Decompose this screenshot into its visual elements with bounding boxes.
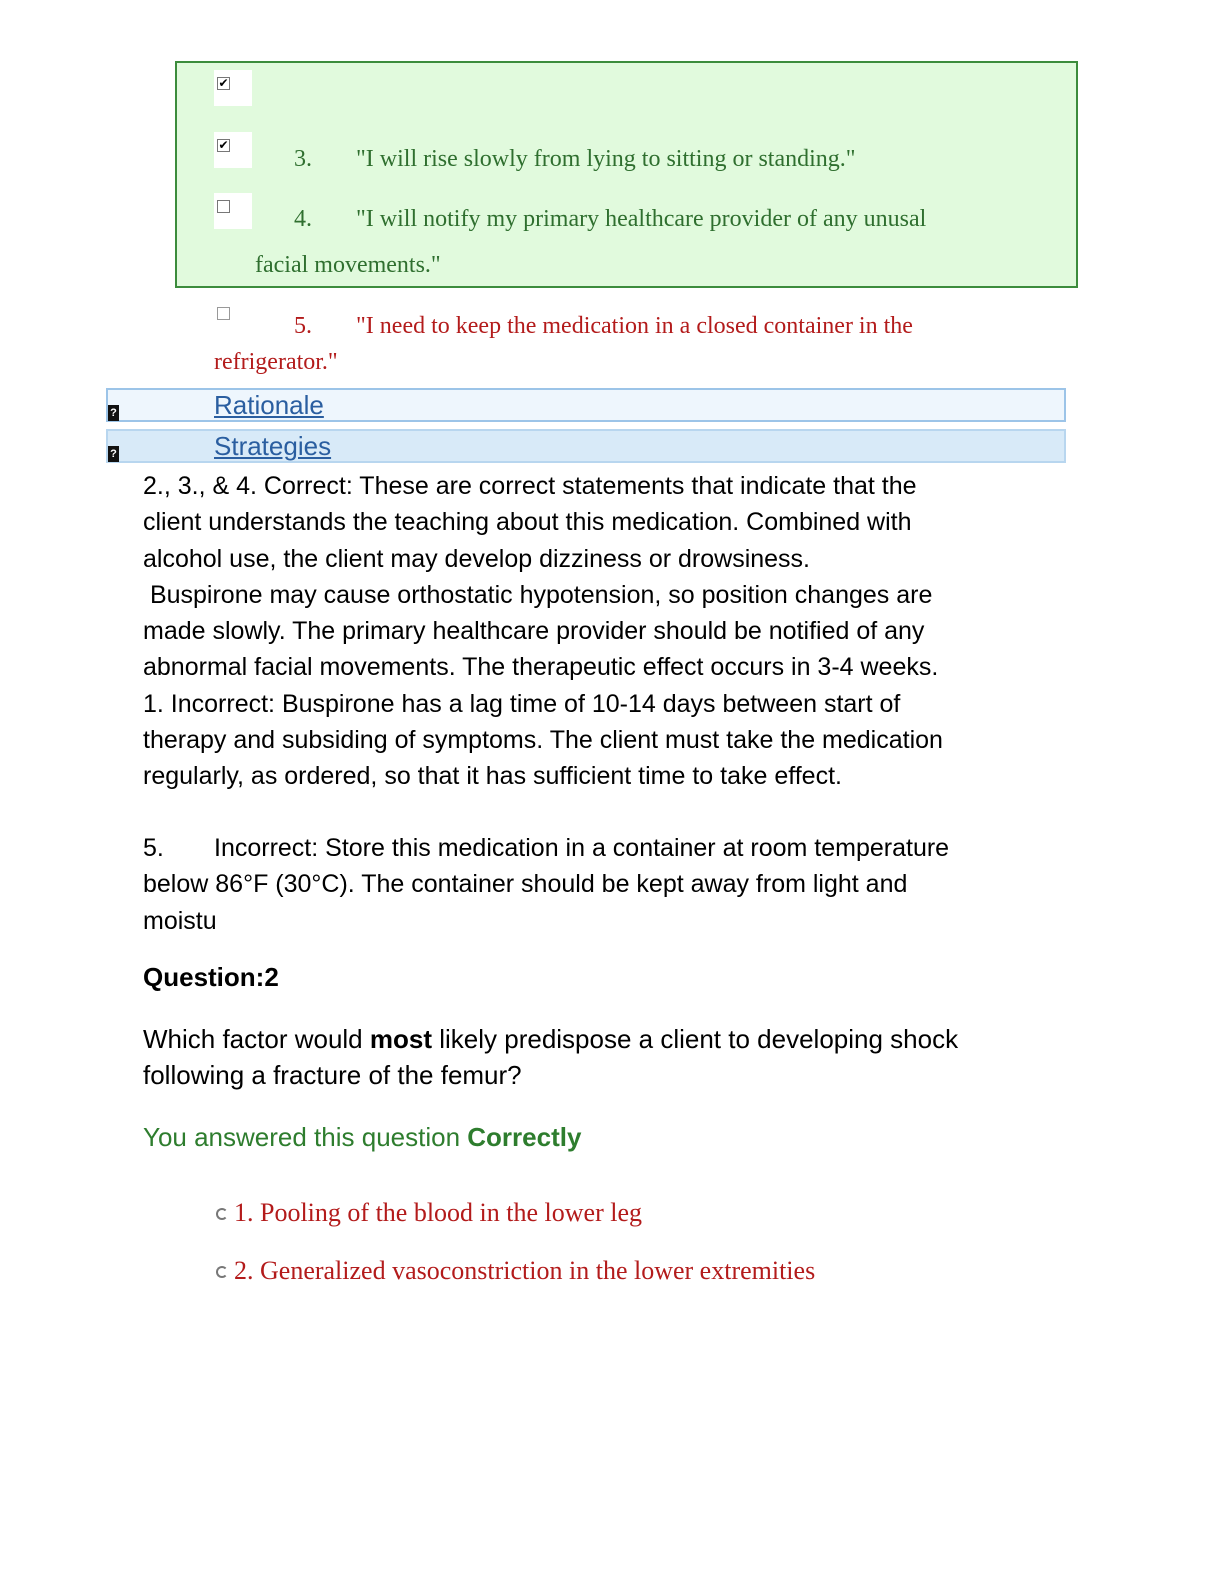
question-title: Question:2 [143,962,279,992]
option-2-checkbox[interactable] [214,70,252,106]
answer-option-2[interactable]: 2. Generalized vasoconstriction in the lower extremities [216,1255,815,1287]
option-3-checkbox[interactable] [214,132,252,168]
rationale-link[interactable]: Rationale [214,390,324,420]
answer-status: You answered this question Correctly [143,1122,582,1152]
option-5-continued: refrigerator." [214,349,338,375]
question-text: Which factor would most likely predispose a client to developing shock following a fracture of the femur? [143,1024,959,1090]
help-icon: ? [108,405,119,421]
help-icon: ? [108,446,119,462]
option-4-checkbox[interactable] [214,193,252,229]
option-5: 5. "I need to keep the medication in a closed container in the [294,313,913,339]
option-5-checkbox[interactable] [214,300,252,336]
rationale-text-incorrect-5: 5. Incorrect: Store this medication in a container at room temperature below 86°F (30°C). The container should be kept away from light and moistu [143,834,950,935]
answer-option-1[interactable]: 1. Pooling of the blood in the lower leg [216,1197,642,1229]
check-icon: ✔ [218,138,229,152]
option-3: 3. "I will rise slowly from lying to sitting or standing." [294,146,856,172]
check-icon: ✔ [218,76,229,90]
option-4-continued: facial movements." [255,252,441,278]
rationale-text: 2., 3., & 4. Correct: These are correct statements that indicate that the client understands the teaching about this medication. Combined with alcohol use, the client may develop dizziness or drowsiness. Buspirone may cause orthostatic hypotension, so position changes are made slowly. The primary healthcare provider should be notified of any abnormal facial movements. The therapeutic effect occurs in 3-4 weeks. 1. Incorrect: Buspirone has a lag time of 10-14 days between start of therapy and subsiding of symptoms. The client must take the medication regularly, as ordered, so that it has sufficient time to take effect. [143,472,943,791]
strategies-link[interactable]: Strategies [214,431,332,461]
radio-icon[interactable] [216,1266,228,1278]
option-4: 4. "I will notify my primary healthcare provider of any unusal [294,206,927,232]
radio-icon[interactable] [216,1208,228,1220]
